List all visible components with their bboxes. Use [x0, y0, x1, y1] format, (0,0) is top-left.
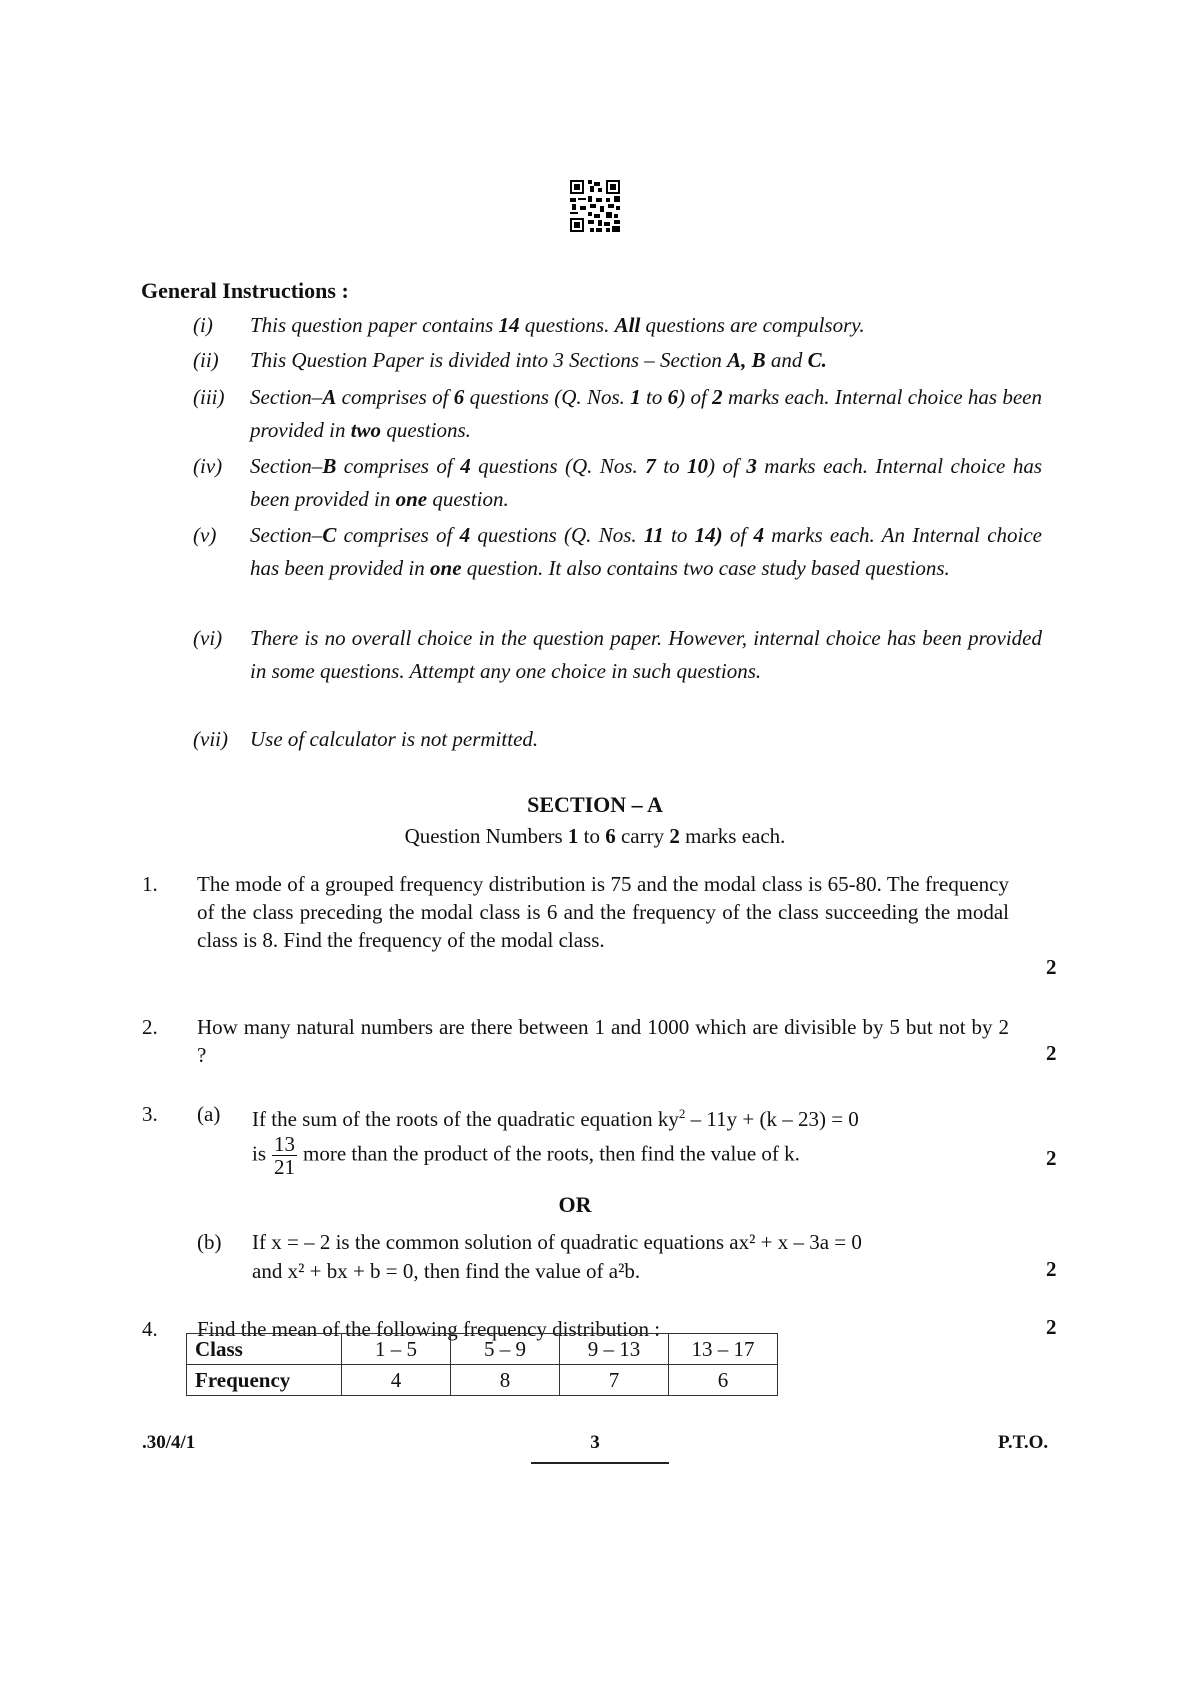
row-header: Class — [187, 1334, 342, 1365]
emphasis-text: 4 — [459, 523, 471, 547]
question-text: How many natural numbers are there between 1 and 1000 which are divisible by 5 but not by 2 ? — [197, 1015, 1009, 1067]
emphasis-text: 4 — [753, 523, 765, 547]
instruction-segment: question. — [427, 486, 509, 511]
subtitle-text: marks each. — [679, 824, 786, 848]
emphasis-text: C. — [807, 348, 827, 372]
question-number: 4. — [142, 1317, 158, 1341]
fraction-numerator: 13 — [274, 1132, 296, 1156]
subtitle-text: to — [578, 824, 606, 848]
emphasis-text: 1 — [630, 385, 641, 409]
instruction-text — [250, 450, 1042, 515]
table-cell: 1 – 5 — [342, 1334, 451, 1365]
page-number: 3 — [590, 1432, 600, 1453]
emphasis-text: 4 — [460, 454, 471, 478]
or-separator: OR — [558, 1192, 592, 1217]
emphasis-text: 6 — [453, 385, 465, 409]
part-b-label: (b) — [197, 1230, 222, 1254]
table-cell: 4 — [342, 1365, 451, 1396]
instruction-segment: Section– — [250, 454, 323, 478]
emphasis-text: two — [350, 417, 382, 442]
part-a-line1 — [252, 1100, 1012, 1133]
part-a-line2 — [252, 1133, 1012, 1178]
page-number-underline — [531, 1462, 669, 1464]
table-cell: 6 — [669, 1365, 778, 1396]
instruction-segment: to — [663, 523, 695, 547]
question-marks: 2 — [1046, 1257, 1057, 1281]
emphasis-text: All — [614, 313, 641, 337]
table-cell: 8 — [451, 1365, 560, 1396]
instruction-segment: questions are compulsory. — [640, 313, 865, 337]
instruction-segment: questions (Q. Nos. — [464, 385, 631, 409]
emphasis-text: A — [322, 385, 337, 409]
instruction-text — [250, 723, 1042, 756]
table-cell: 5 – 9 — [451, 1334, 560, 1365]
table-cell: 7 — [560, 1365, 669, 1396]
instruction-segment: questions (Q. Nos. — [470, 454, 646, 478]
instruction-segment: Section– — [250, 523, 323, 547]
instruction-text — [250, 622, 1042, 687]
instruction-segment: marks each. An Internal choice has been provided in — [250, 523, 1043, 580]
emphasis-text: 7 — [645, 454, 656, 478]
part-b-line2: and x² + bx + b = 0, then find the value of a²b. — [252, 1259, 641, 1283]
instruction-segment: comprises of — [336, 523, 460, 547]
emphasis-text: 14 — [498, 313, 520, 337]
subtitle-bold: 1 — [567, 824, 579, 848]
frequency-table — [186, 1333, 778, 1396]
table-row — [187, 1334, 778, 1365]
instruction-segment: to — [640, 385, 668, 409]
instruction-segment: and — [765, 348, 808, 372]
instruction-text — [250, 381, 1042, 446]
instruction-segment: questions (Q. Nos. — [470, 523, 644, 547]
instruction-segment: comprises of — [336, 385, 454, 409]
please-turn-over: P.T.O. — [998, 1432, 1049, 1453]
subtitle-text: carry — [615, 824, 670, 848]
fraction — [272, 1133, 297, 1178]
superscript: 2 — [678, 1106, 686, 1121]
instruction-segment: marks each. Internal choice has been provided in — [250, 385, 1042, 442]
part-a-label: (a) — [197, 1102, 221, 1126]
instruction-segment: question. It also contains two case study based questions. — [461, 555, 950, 580]
emphasis-text: 11 — [643, 523, 664, 547]
subtitle-bold: 2 — [669, 824, 680, 848]
instruction-segment: marks each. Internal choice has been provided in — [250, 454, 1042, 511]
text: more than the product of the roots, then find the value of k. — [303, 1141, 800, 1166]
table-cell: 9 – 13 — [560, 1334, 669, 1365]
fraction-denominator: 21 — [274, 1155, 296, 1179]
instruction-segment: to — [655, 454, 688, 478]
instruction-number: (i) — [193, 313, 213, 337]
instruction-segment: of — [722, 523, 754, 547]
section-subtitle — [0, 824, 1190, 849]
instruction-text — [250, 519, 1042, 584]
subtitle-text: Question Numbers — [404, 824, 568, 848]
emphasis-text: 6 — [667, 385, 679, 409]
instruction-text — [250, 309, 1042, 342]
instruction-segment: questions. — [519, 313, 615, 337]
section-title: SECTION – A — [527, 792, 663, 817]
emphasis-text: 10 — [687, 454, 709, 478]
part-b-line1: If x = – 2 is the common solution of quadratic equations ax² + x – 3a = 0 — [252, 1230, 862, 1254]
emphasis-text: B — [322, 454, 337, 478]
instruction-segment: Section– — [250, 385, 323, 409]
instruction-segment: comprises of — [336, 454, 461, 478]
instruction-number: (vii) — [193, 727, 228, 751]
emphasis-text: 14) — [694, 523, 723, 547]
equation-text: If the sum of the roots of the quadratic equation ky — [252, 1107, 679, 1131]
qr-code-icon — [570, 180, 620, 232]
question-marks: 2 — [1046, 955, 1057, 979]
instruction-number: (iv) — [193, 454, 223, 478]
instruction-segment: questions. — [381, 417, 471, 442]
emphasis-text: one — [430, 555, 462, 580]
table-row — [187, 1365, 778, 1396]
question-marks: 2 — [1046, 1146, 1057, 1170]
subtitle-bold: 6 — [605, 824, 616, 848]
instruction-segment: This question paper contains — [250, 313, 499, 337]
emphasis-text: A, B — [727, 348, 766, 372]
emphasis-text: C — [322, 523, 337, 547]
instruction-number: (iii) — [193, 385, 225, 409]
question-text: Find the mean of the following frequency distribution : — [197, 1317, 661, 1341]
question-marks: 2 — [1046, 1041, 1057, 1065]
row-header: Frequency — [187, 1365, 342, 1396]
equation-text: – 11y + (k – 23) = 0 — [685, 1107, 859, 1131]
question-text: The mode of a grouped frequency distribution is 75 and the modal class is 65-80. The frequency of the class preceding the modal class is 6 and the frequency of the class succeeding the modal class is 8. Find the frequency of the modal class. — [197, 872, 1009, 952]
instruction-segment: ) of — [678, 385, 713, 409]
instruction-text — [250, 344, 1042, 377]
instruction-number: (ii) — [193, 348, 219, 372]
instruction-number: (v) — [193, 523, 217, 547]
general-instructions-title: General Instructions : — [141, 278, 349, 303]
table-cell: 13 – 17 — [669, 1334, 778, 1365]
text: is — [252, 1141, 267, 1166]
question-number: 1. — [142, 872, 158, 896]
instruction-segment: This Question Paper is divided into 3 Sections – Section — [250, 348, 728, 372]
emphasis-text: 2 — [712, 385, 723, 409]
paper-code: .30/4/1 — [142, 1432, 196, 1453]
question-marks: 2 — [1046, 1315, 1057, 1339]
question-number: 3. — [142, 1102, 158, 1126]
question-number: 2. — [142, 1015, 158, 1039]
emphasis-text: one — [395, 486, 428, 511]
instruction-segment: ) of — [708, 454, 747, 478]
instruction-segment: Use of calculator is not permitted. — [250, 727, 539, 751]
emphasis-text: 3 — [746, 454, 757, 478]
instruction-number: (vi) — [193, 626, 223, 650]
instruction-segment: There is no overall choice in the question paper. However, internal choice has been provided in some questions. Attempt any one choice in such questions. — [250, 626, 1042, 683]
